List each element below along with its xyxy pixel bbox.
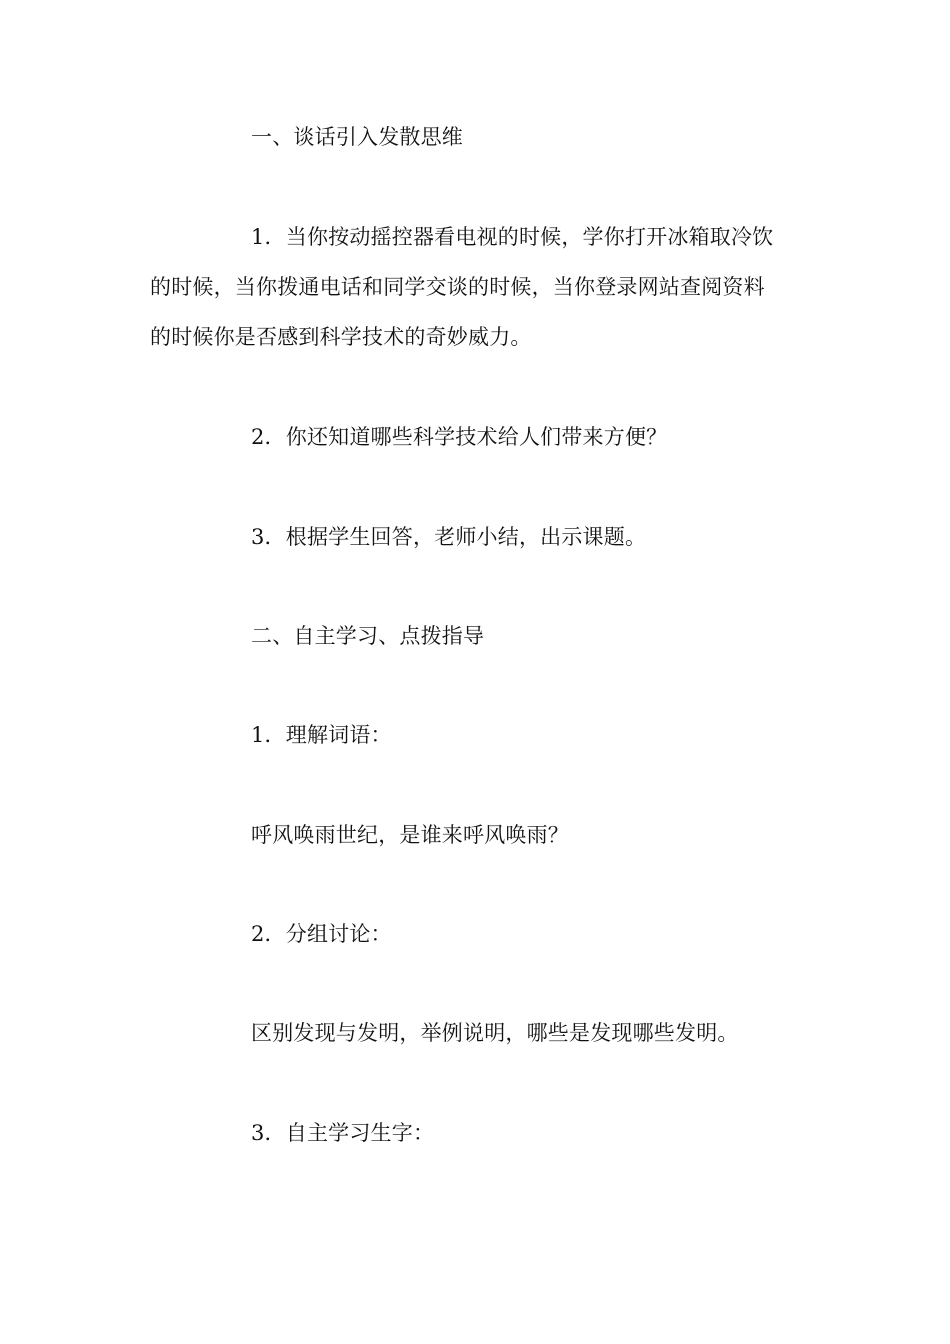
item3: 3．根据学生回答，老师小结，出示课题。: [251, 525, 647, 549]
item1-line3: 的时候你是否感到科学技术的奇妙威力。: [150, 325, 532, 349]
section1-heading: 一、谈话引入发散思维: [251, 125, 463, 149]
step2-text: 区别发现与发明，举例说明，哪些是发现哪些发明。: [251, 1021, 739, 1045]
step2-label: 2．分组讨论：: [251, 922, 392, 946]
step1-text: 呼风唤雨世纪，是谁来呼风唤雨？: [251, 823, 569, 847]
step1-label: 1．理解词语：: [251, 723, 392, 747]
item2: 2．你还知道哪些科学技术给人们带来方便？: [251, 425, 668, 449]
item1-line2: 的时候，当你拨通电话和同学交谈的时候，当你登录网站查阅资料: [150, 275, 765, 299]
step3-label: 3．自主学习生字：: [251, 1121, 435, 1145]
section2-heading: 二、自主学习、点拨指导: [251, 624, 485, 648]
item1-line1: 1．当你按动摇控器看电视的时候，学你打开冰箱取冷饮: [251, 225, 774, 249]
